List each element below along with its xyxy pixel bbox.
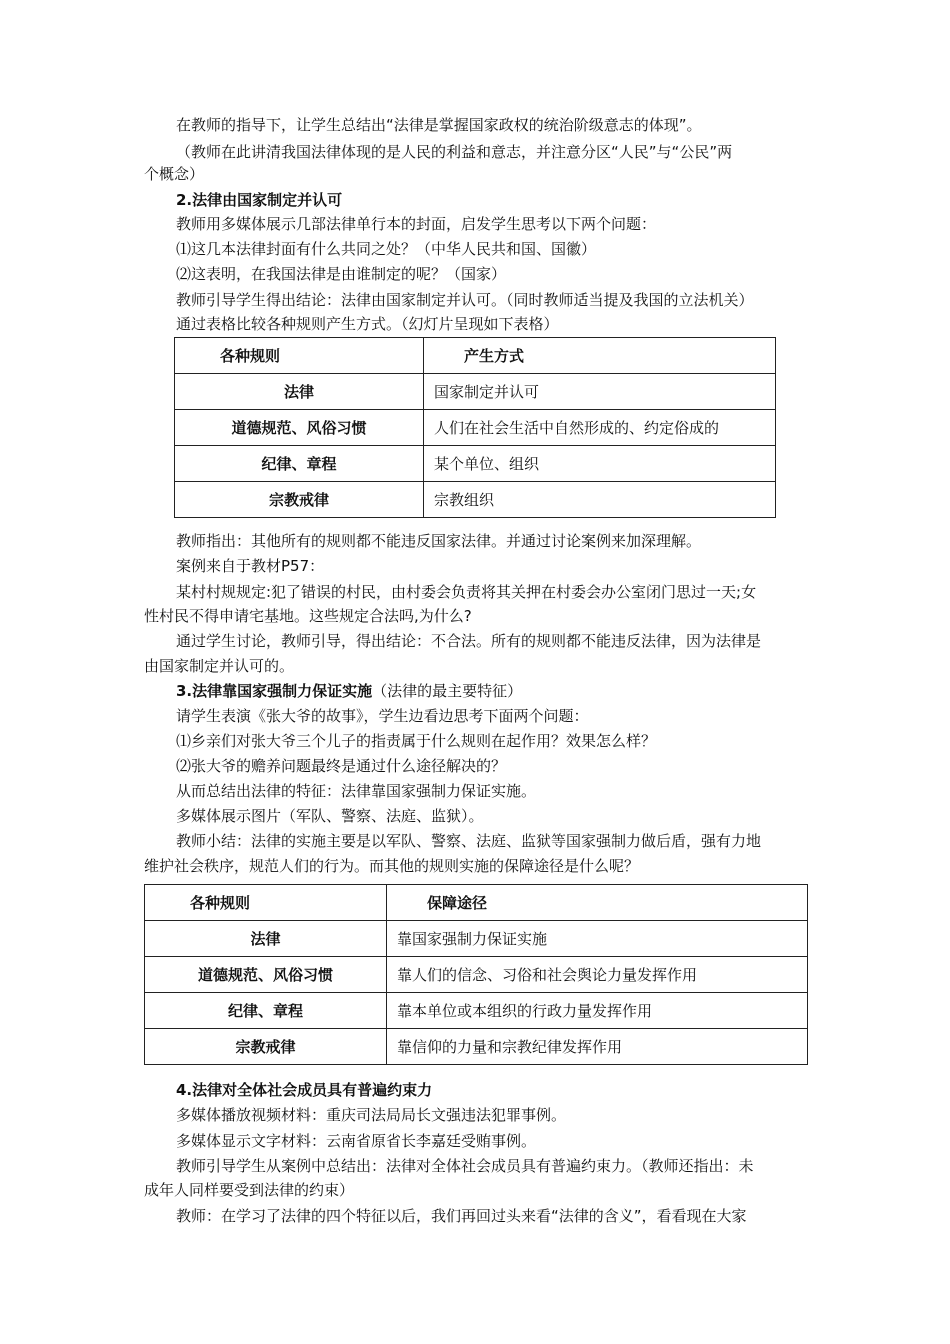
table-cell-rule: 道德规范、风俗习惯 xyxy=(175,410,424,446)
table-row xyxy=(145,1029,808,1065)
paragraph-line: 请学生表演《张大爷的故事》，学生边看边思考下面两个问题： xyxy=(176,707,589,725)
paragraph-line: 通过表格比较各种规则产生方式。（幻灯片呈现如下表格） xyxy=(176,315,559,333)
table-cell-rule: 宗教戒律 xyxy=(175,482,424,518)
paragraph-line: 通过学生讨论，教师引导，得出结论：不合法。所有的规则都不能违反法律，因为法律是 xyxy=(176,632,762,650)
section-heading-3 xyxy=(176,681,522,701)
paragraph-line: 在教师的指导下，让学生总结出“法律是掌握国家政权的统治阶级意志的体现”。 xyxy=(176,116,702,134)
rules-origin-table xyxy=(174,337,776,518)
paragraph-line: 教师：在学习了法律的四个特征以后，我们再回过头来看“法律的含义”，看看现在大家 xyxy=(176,1207,747,1225)
table-header-row xyxy=(175,338,776,374)
table-cell-origin: 宗教组织 xyxy=(424,482,776,518)
table-cell-origin: 人们在社会生活中自然形成的、约定俗成的 xyxy=(424,410,776,446)
rules-enforcement-table xyxy=(144,884,808,1065)
paragraph-line: 个概念） xyxy=(144,165,205,183)
paragraph-line: 多媒体播放视频材料：重庆司法局局长文强违法犯罪事例。 xyxy=(176,1106,567,1124)
table-header-cell: 各种规则 xyxy=(145,885,387,921)
paragraph-line: ⑵张大爷的赡养问题最终是通过什么途径解决的？ xyxy=(176,757,507,775)
section-heading-4: 4.法律对全体社会成员具有普遍约束力 xyxy=(176,1081,433,1099)
table-row xyxy=(175,482,776,518)
table-cell-rule: 宗教戒律 xyxy=(145,1029,387,1065)
table-cell-guarantee: 靠信仰的力量和宗教纪律发挥作用 xyxy=(387,1029,808,1065)
paragraph-line: ⑴这几本法律封面有什么共同之处？（中华人民共和国、国徽） xyxy=(176,240,597,258)
table-header-cell: 保障途径 xyxy=(387,885,808,921)
paragraph-line: 成年人同样要受到法律的约束） xyxy=(144,1181,355,1199)
table-row xyxy=(145,993,808,1029)
paragraph-line: ⑴乡亲们对张大爷三个儿子的指责属于什么规则在起作用？效果怎么样？ xyxy=(176,732,657,750)
table-header-cell: 产生方式 xyxy=(424,338,776,374)
section-heading-3-title: 3.法律靠国家强制力保证实施 xyxy=(176,682,373,700)
table-cell-guarantee: 靠人们的信念、习俗和社会舆论力量发挥作用 xyxy=(387,957,808,993)
section-heading-3-note: （法律的最主要特征） xyxy=(372,682,523,700)
table-cell-rule: 法律 xyxy=(145,921,387,957)
table-row xyxy=(175,446,776,482)
table-row xyxy=(145,921,808,957)
table-cell-guarantee: 靠国家强制力保证实施 xyxy=(387,921,808,957)
paragraph-line: 教师用多媒体展示几部法律单行本的封面，启发学生思考以下两个问题： xyxy=(176,215,657,233)
table-cell-rule: 纪律、章程 xyxy=(145,993,387,1029)
paragraph-line: 性村民不得申请宅基地。这些规定合法吗,为什么? xyxy=(144,607,472,625)
paragraph-line: 教师指出：其他所有的规则都不能违反国家法律。并通过讨论案例来加深理解。 xyxy=(176,532,702,550)
table-cell-rule: 道德规范、风俗习惯 xyxy=(145,957,387,993)
paragraph-line: 多媒体展示图片（军队、警察、法庭、监狱）。 xyxy=(176,807,484,825)
paragraph-line: 案例来自于教材P57： xyxy=(176,557,325,575)
paragraph-line: 教师引导学生从案例中总结出：法律对全体社会成员具有普遍约束力。（教师还指出：未 xyxy=(176,1157,754,1175)
table-row xyxy=(175,410,776,446)
table-row xyxy=(145,957,808,993)
paragraph-line: 教师小结：法律的实施主要是以军队、警察、法庭、监狱等国家强制力做后盾，强有力地 xyxy=(176,832,762,850)
table-cell-origin: 国家制定并认可 xyxy=(424,374,776,410)
table-header-row xyxy=(145,885,808,921)
paragraph-line: 多媒体显示文字材料：云南省原省长李嘉廷受贿事例。 xyxy=(176,1132,537,1150)
table-cell-guarantee: 靠本单位或本组织的行政力量发挥作用 xyxy=(387,993,808,1029)
paragraph-line: 维护社会秩序，规范人们的行为。而其他的规则实施的保障途径是什么呢？ xyxy=(144,857,640,875)
table-cell-rule: 法律 xyxy=(175,374,424,410)
table-cell-origin: 某个单位、组织 xyxy=(424,446,776,482)
table-cell-rule: 纪律、章程 xyxy=(175,446,424,482)
paragraph-line: （教师在此讲清我国法律体现的是人民的利益和意志，并注意分区“人民”与“公民”两 xyxy=(176,143,733,161)
paragraph-line: 教师引导学生得出结论：法律由国家制定并认可。（同时教师适当提及我国的立法机关） xyxy=(176,291,754,309)
section-heading-2: 2.法律由国家制定并认可 xyxy=(176,191,343,209)
paragraph-line: ⑵这表明，在我国法律是由谁制定的呢？（国家） xyxy=(176,265,507,283)
paragraph-line: 从而总结出法律的特征：法律靠国家强制力保证实施。 xyxy=(176,782,537,800)
paragraph-line: 由国家制定并认可的。 xyxy=(144,657,295,675)
table-row xyxy=(175,374,776,410)
paragraph-line: 某村村规规定:犯了错误的村民，由村委会负责将其关押在村委会办公室闭门思过一天;女 xyxy=(176,583,757,601)
table-header-cell: 各种规则 xyxy=(175,338,424,374)
